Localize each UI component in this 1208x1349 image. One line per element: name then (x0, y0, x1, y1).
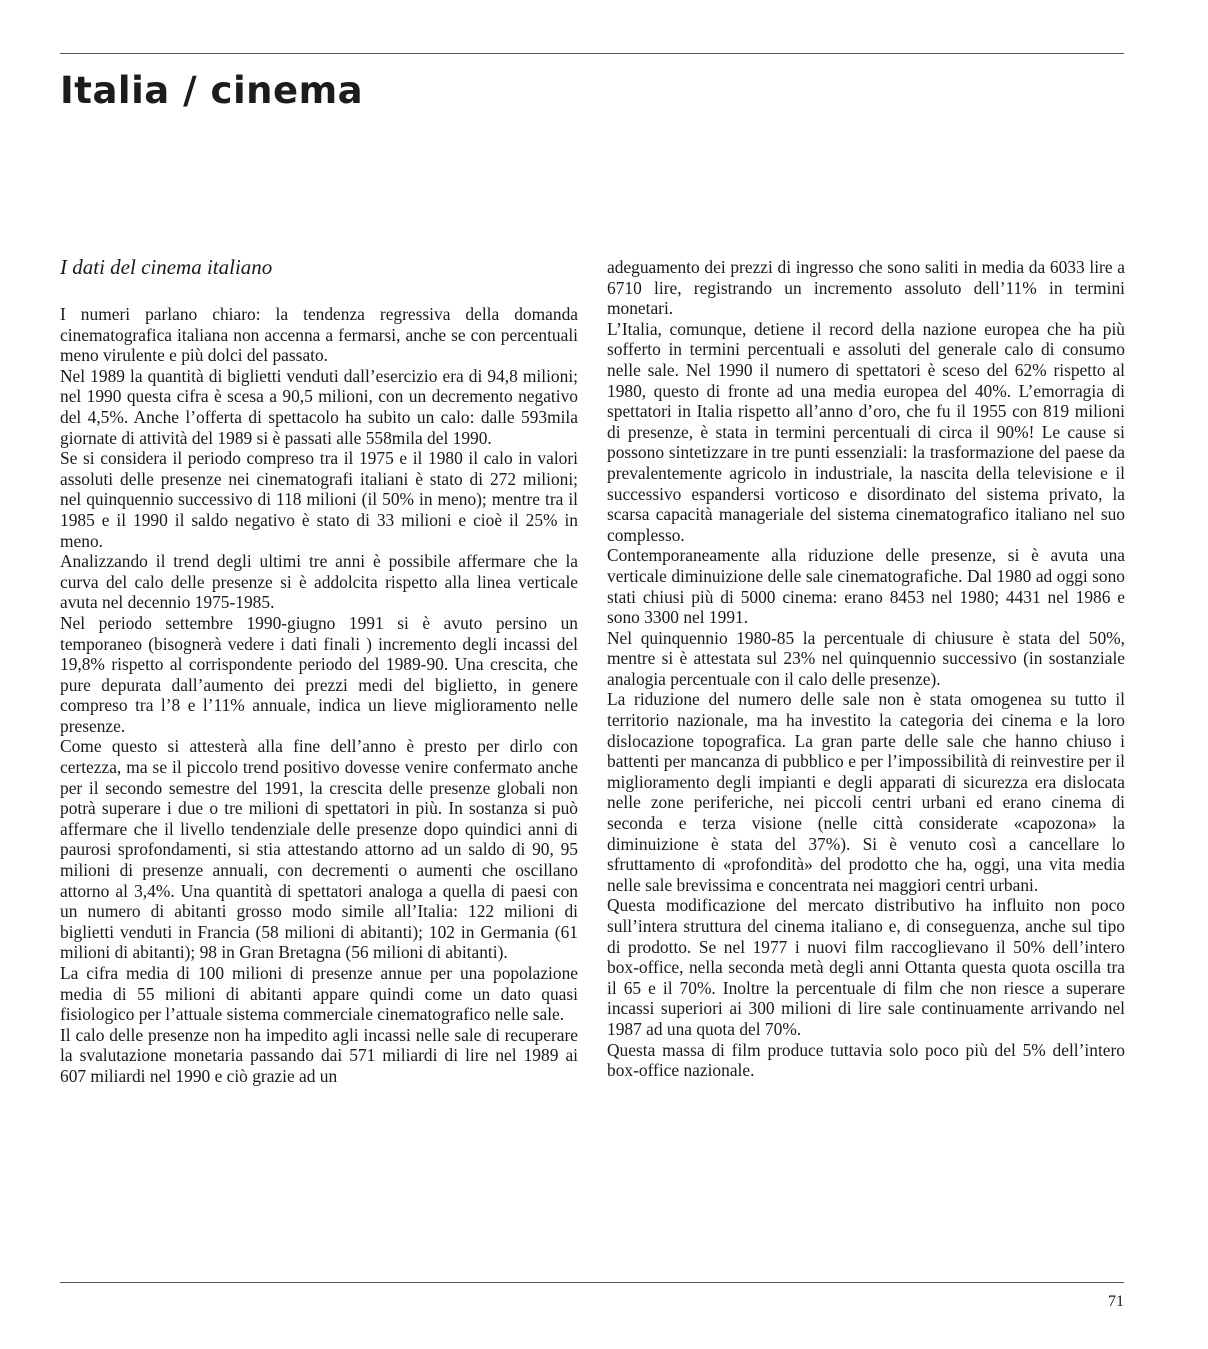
paragraph: La cifra media di 100 milioni di presenze annue per una popolazione media di 55 milioni di abitanti appare quindi come un dato quasi fisiologico per l’attuale sistema commerciale cinematografico nelle sale. (60, 963, 578, 1025)
paragraph: Il calo delle presenze non ha impedito agli incassi nelle sale di recuperare la svalutazione monetaria passando dai 571 miliardi di lire nel 1989 ai 607 miliardi nel 1990 e ciò grazie ad un (60, 1024, 578, 1086)
section-title: I dati del cinema italiano (60, 255, 273, 279)
top-rule (60, 53, 1124, 54)
paragraph: Nel quinquennio 1980-85 la percentuale di chiusure è stata del 50%, mentre si è attestata sul 23% nel quinquennio successivo (in sostanziale analogia percentuale con il calo delle presenze). (607, 627, 1125, 689)
paragraph: Se si considera il periodo compreso tra il 1975 e il 1980 il calo in valori assoluti delle presenze nei cinematografi italiani è stato di 272 milioni; nel quinquennio successivo di 118 milioni (il 50% in meno); mentre tra il 1985 e il 1990 il saldo negativo è stato di 33 milioni e cioè il 25% in meno. (60, 448, 578, 551)
page-number: 71 (1108, 1293, 1124, 1310)
paragraph: Questa modificazione del mercato distributivo ha influito non poco sull’intera struttura del cinema italiano e, di conseguenza, anche sul tipo di prodotto. Se nel 1977 i nuovi film raccoglievano il 50% dell’intero box-office, nella seconda metà degli anni Ottanta questa quota oscilla tra il 65 e il 70%. Inoltre la percentuale di film che non riesce a superare incassi superiori ai 300 milioni di lire sale continuamente arrivando nel 1987 ad una quota del 70%. (607, 895, 1125, 1039)
left-column (60, 255, 578, 1087)
paragraph: adeguamento dei prezzi di ingresso che sono saliti in media da 6033 lire a 6710 lire, registrando un incremento assoluto dell’11% in termini monetari. (607, 257, 1125, 319)
paragraph: Come questo si attesterà alla fine dell’anno è presto per dirlo con certezza, ma se il piccolo trend positivo dovesse venire confermato anche per il secondo semestre del 1991, la crescita delle presenze globali non potrà superare i due o tre milioni di spettatori in più. In sostanza si può affermare che il livello tendenziale delle presenze dopo quindici anni di paurosi sprofondamenti, si stia attestando attorno ad un saldo di 90, 95 milioni di presenze annuali, con decrementi o aumenti che oscillano attorno al 3,4%. Una quantità di spettatori analoga a quella di paesi con un numero di abitanti grosso modo simile all’Italia: 122 milioni di biglietti venduti in Francia (58 milioni di abitanti); 102 in Germania (61 milioni di abitanti); 98 in Gran Bretagna (56 milioni di abitanti). (60, 736, 578, 963)
paragraph: L’Italia, comunque, detiene il record della nazione europea che ha più sofferto in termini percentuali e assoluti del generale calo di consumo nelle sale. Nel 1990 il numero di spettatori è sceso del 62% rispetto al 1980, questo di fronte ad una media europea del 40%. L’emorragia di spettatori in Italia rispetto all’anno d’oro, che fu il 1955 con 819 milioni di presenze, è stata in termini percentuali di circa il 90%! Le cause si possono sintetizzare in tre punti essenziali: la trasformazione del paese da prevalentemente agricolo in industriale, la nascita della televisione e il successivo espandersi vorticoso e disordinato del sistema privato, la scarsa capacità manageriale del sistema cinematografico italiano nel suo complesso. (607, 318, 1125, 545)
paragraph: Contemporaneamente alla riduzione delle presenze, si è avuta una verticale diminuizione delle sale cinematografiche. Dal 1980 ad oggi sono stati chiusi più di 5000 cinema: erano 8453 nel 1980; 4431 nel 1986 e sono 3300 nel 1991. (607, 545, 1125, 628)
paragraph: I numeri parlano chiaro: la tendenza regressiva della domanda cinematografica italiana non accenna a fermarsi, anche se con percentuali meno virulente e più dolci del passato. (60, 304, 578, 366)
paragraph: La riduzione del numero delle sale non è stata omogenea su tutto il territorio nazionale, ma ha investito la categoria dei cinema e la loro dislocazione topografica. La gran parte delle sale che hanno chiuso i battenti per mancanza di pubblico e per l’impossibilità di reinvestire per il miglioramento degli impianti e degli apparati di sicurezza era dislocata nelle zone periferiche, nei piccoli centri urbani ed erano cinema di seconda e terza visione (nelle città considerate «capozona» la diminuizione è stata del 37%). Si è venuto così a cancellare lo sfruttamento di «profondità» del prodotto che ha, oggi, una vita media nelle sale brevissima e concentrata nei maggiori centri urbani. (607, 689, 1125, 895)
page-title: Italia / cinema (60, 69, 364, 112)
paragraph: Nel periodo settembre 1990-giugno 1991 si è avuto persino un temporaneo (bisognerà vedere i dati finali ) incremento degli incassi del 19,8% rispetto al corrispondente periodo del 1989-90. Una crescita, che pure depurata dall’aumento dei prezzi medi del biglietto, in genere compreso tra l’8 e l’11% annuale, indica un lieve miglioramento nelle presenze. (60, 612, 578, 736)
paragraph: Nel 1989 la quantità di biglietti venduti dall’esercizio era di 94,8 milioni; nel 1990 questa cifra è scesa a 90,5 milioni, con un decremento negativo del 4,5%. Anche l’offerta di spettacolo ha subito un calo: dalle 593mila giornate di attività del 1989 si è passati alle 558mila del 1990. (60, 365, 578, 448)
paragraph: Analizzando il trend degli ultimi tre anni è possibile affermare che la curva del calo delle presenze si è addolcita rispetto alla linea verticale avuta nel decennio 1975-1985. (60, 551, 578, 613)
right-column (607, 257, 1125, 1081)
paragraph: Questa massa di film produce tuttavia solo poco più del 5% dell’intero box-office nazionale. (607, 1039, 1125, 1081)
bottom-rule (60, 1282, 1124, 1283)
